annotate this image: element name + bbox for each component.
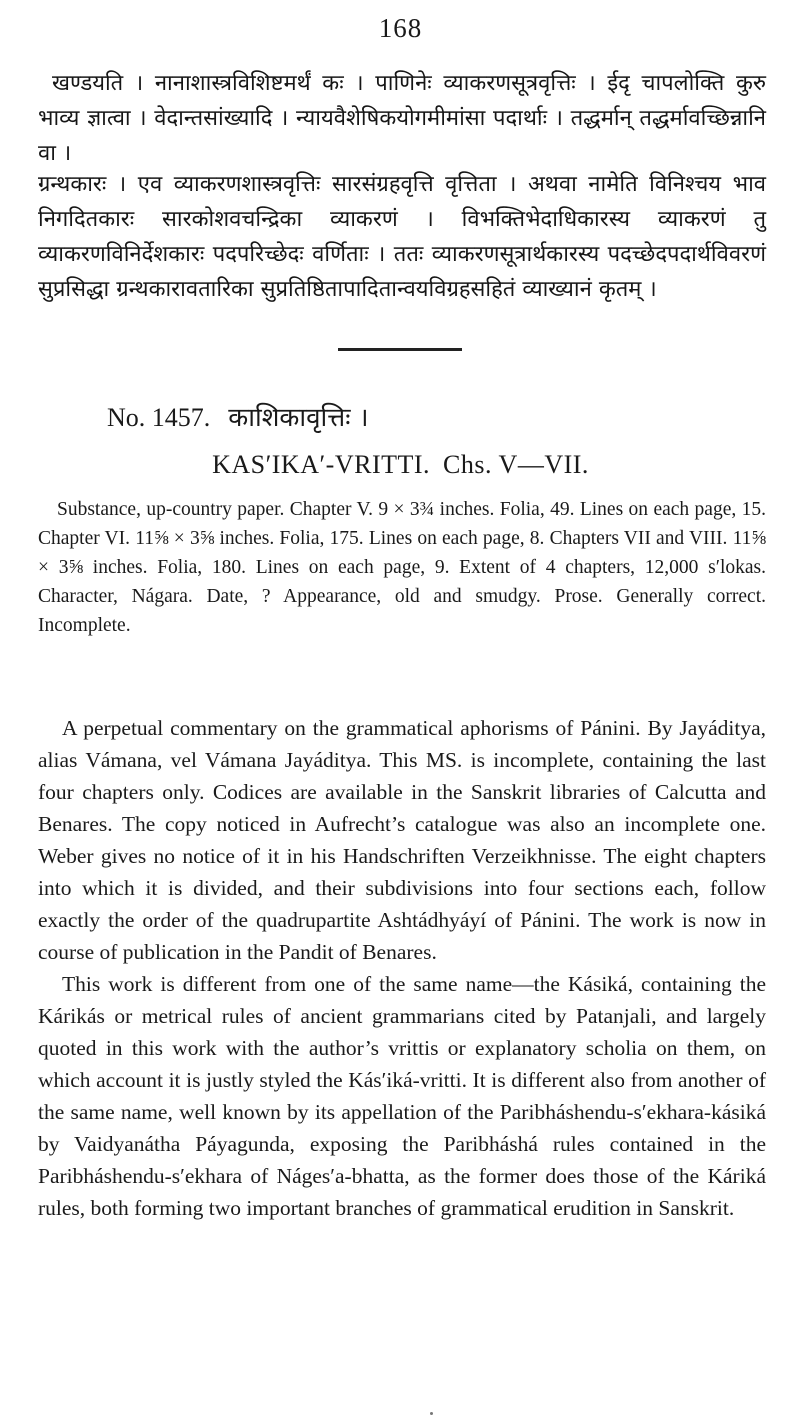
entry-number: No. 1457. xyxy=(107,403,211,432)
page-number: 168 xyxy=(378,13,423,43)
commentary-paragraph: This work is different from one of the same name—the Kásiká, containing the Kárikás or metrical rules of ancient grammarians cited by Patanjali, and largely quoted in this work with the author’s vrittis or explanatory scholia on them, on which account it is justly styled the Kás′iká-vritti. It is different also from another of the same name, well known by its appellation of the Paribháshendu-s′ekhara-kásiká by Vaidyanátha Páyagunda, exposing the Paribháshá rules contained in the Paribháshendu-s′ekhara of Náges′a-bhatta, as the former does those of the Káriká rules, both forming two important branches of grammatical erudition in Sanskrit. xyxy=(38,972,766,1220)
manuscript-description xyxy=(38,495,766,640)
description-paragraph: Substance, up-country paper. Chapter V. 9 × 3¾ inches. Folia, 49. Lines on each page, 15. Chapter VI. 11⅝ × 3⅝ inches. Folia, 175. Lines on each page, 8. Chapters VII and VIII. 11⅝ × 3⅝ inches. Folia, 180. Lines on each page, 9. Extent of 4 chapters, 12,000 s′lokas. Character, Nágara. Date, ? Appearance, old and smudgy. Prose. Generally correct. Incomplete. xyxy=(38,499,766,636)
entry-title-roman: KAS′IKA′-VRITTI. xyxy=(212,450,431,479)
entry-heading xyxy=(107,398,369,434)
commentary-paragraph: A perpetual commentary on the grammatical aphorisms of Pánini. By Jayáditya, alias Vámana, vel Vámana Jayáditya. This MS. is incomplete, containing the last four chapters only. Codices are available in the Sanskrit libraries of Calcutta and Benares. The copy noticed in Aufrecht’s catalogue was also an incomplete one. Weber gives no notice of it in his Handschriften Verzeikhnisse. The eight chapters into which it is divided, and their subdivisions into four sections each, follow exactly the order of the quadrupartite Ashtádhyáyí of Pánini. The work is now in course of publication in the Pandit of Benares. xyxy=(38,716,766,964)
commentary xyxy=(38,712,766,1224)
sanskrit-text-block-top xyxy=(38,66,766,171)
sanskrit-paragraph: ग्रन्थकारः । एव व्याकरणशास्त्रवृत्तिः सारसंग्रहवृत्ति वृत्तिता । अथवा नामेति विनिश्चय भाव निगदितकारः सारकोशवचन्द्रिका व्याकरणं । विभक्तिभेदाधिकारस्य व्याकरणं तु व्याकरणविनिर्देशकारः पदपरिच्छेदः वर्णिताः । ततः व्याकरणसूत्रार्थकारस्य पदच्छेदपदार्थविवरणं सुप्रसिद्धा ग्रन्थकारावतारिका सुप्रतिष्ठितापादितान्वयविग्रहसहितं व्याख्यानं कृतम् । xyxy=(38,172,766,302)
sanskrit-paragraph: खण्डयति । नानाशास्त्रविशिष्टमर्थं कः । पाणिनेः व्याकरणसूत्रवृत्तिः । ईदृ चापलोक्ति कुरु भाव्य ज्ञात्वा । वेदान्तसांख्यादि । न्यायवैशेषिकयोगमीमांसा पदार्थाः । तद्धर्मान् तद्धर्मावच्छिन्नानि वा । xyxy=(38,71,766,166)
section-divider xyxy=(338,348,462,351)
entry-title xyxy=(0,450,801,480)
paper-speck xyxy=(430,1412,433,1415)
sanskrit-text-block-second xyxy=(38,167,766,307)
entry-chapters: Chs. V—VII. xyxy=(443,450,589,479)
entry-title-sanskrit: काशिकावृत्तिः । xyxy=(228,403,369,433)
